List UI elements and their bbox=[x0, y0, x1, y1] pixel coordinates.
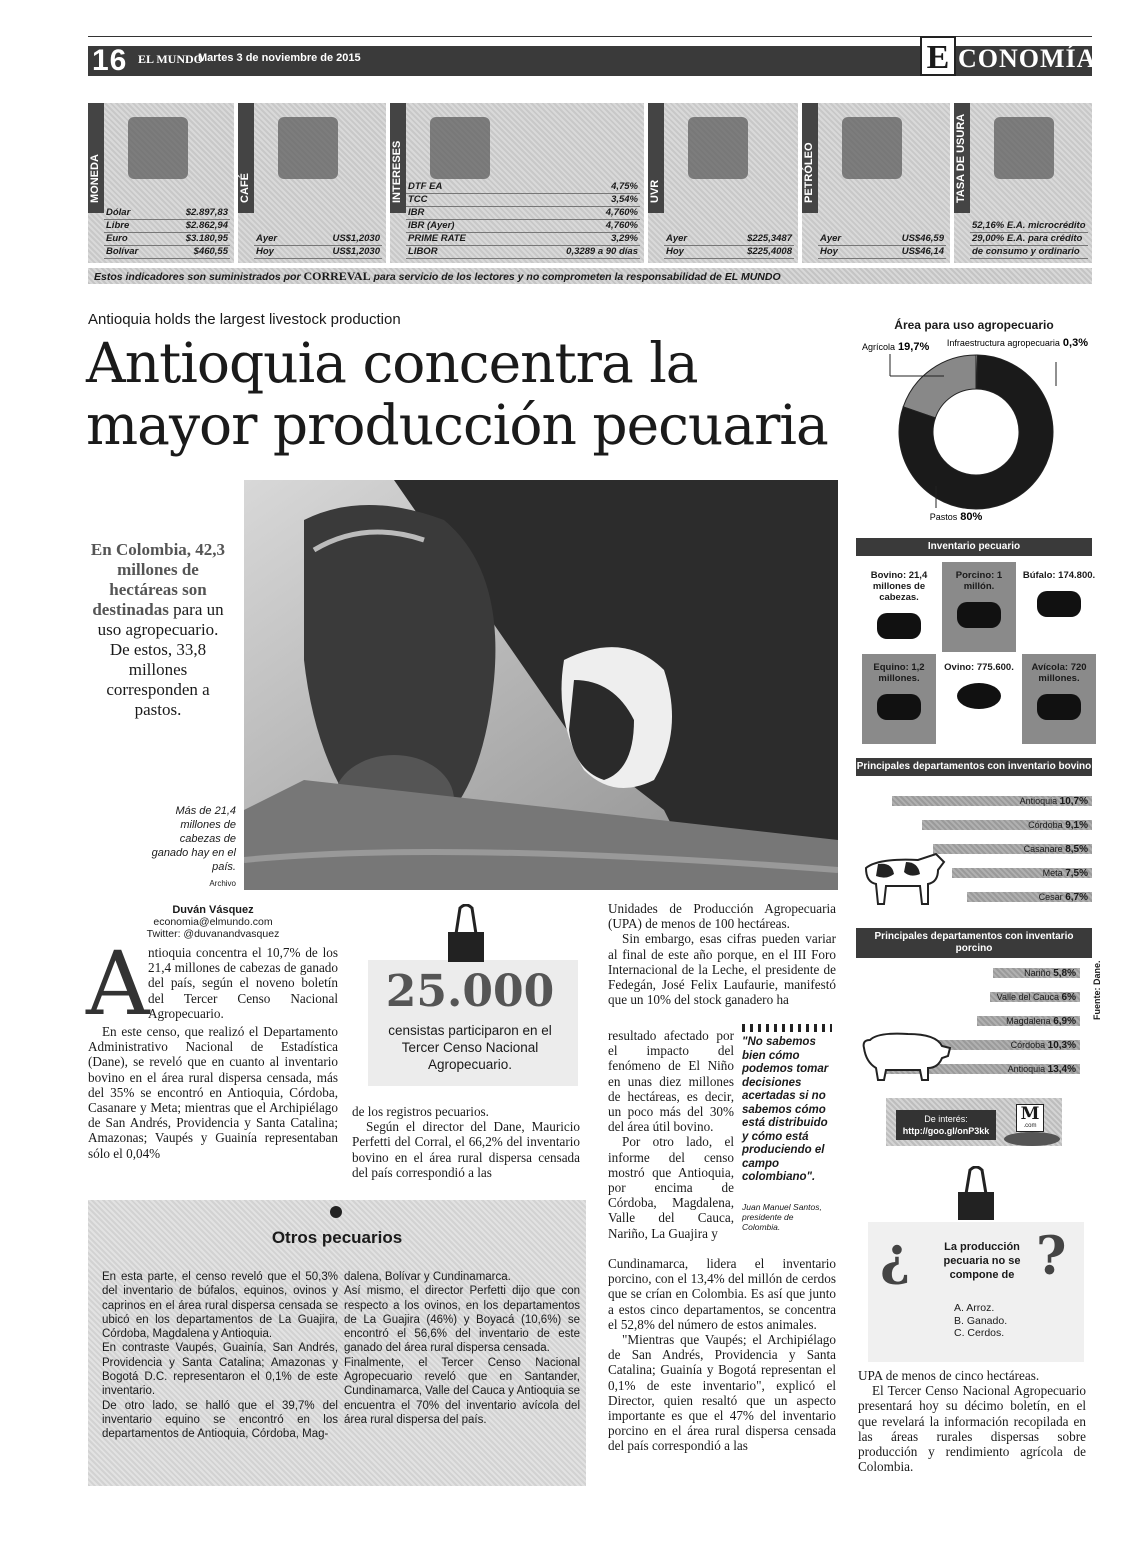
indicator-row-value: US$1,2030 bbox=[332, 246, 380, 257]
inventario-cell-label: Porcino: 1 millón. bbox=[955, 570, 1003, 592]
indicator-panel bbox=[802, 103, 950, 263]
interest-link-box[interactable] bbox=[896, 1110, 996, 1140]
bar bbox=[922, 820, 1092, 830]
indicator-icon bbox=[128, 117, 188, 179]
credits-after: para servicio de los lectores y no comprometen la responsabilidad de EL MUNDO bbox=[373, 271, 781, 283]
donut-label bbox=[930, 511, 983, 523]
bar-category: Antioquia bbox=[1007, 1064, 1046, 1074]
indicator-row bbox=[104, 220, 230, 233]
indicator-row-label: IBR bbox=[408, 207, 425, 218]
author-name: Duván Vásquez bbox=[172, 904, 254, 916]
bar bbox=[892, 796, 1092, 806]
indicator-row bbox=[104, 233, 230, 246]
indicator-row bbox=[664, 246, 794, 259]
bar-value: 10,7% bbox=[1059, 796, 1088, 807]
indicator-label: PETRÓLEO bbox=[803, 142, 815, 203]
page-number: 16 bbox=[92, 44, 128, 77]
inventario-cell-label: Bovino: 21,4 millones de cabezas. bbox=[870, 570, 928, 603]
paragraph: De otro lado, se halló que el 39,7% del inventario equino se encontró en los departamentos de Antioquia, Córdoba, Mag- bbox=[102, 1399, 338, 1441]
indicator-row-label: Hoy bbox=[256, 246, 274, 257]
inventario-cell bbox=[1022, 562, 1096, 652]
question-icon: ? bbox=[1036, 1226, 1067, 1287]
bar-category: Valle del Cauca bbox=[996, 992, 1060, 1002]
indicator-row bbox=[406, 207, 640, 220]
indicator-icon bbox=[430, 117, 490, 179]
indicator-label: CAFÉ bbox=[239, 173, 251, 203]
paragraph: En este censo, que realizó el Departamento Administrativo Nacional de Estadística (Dane), se reveló que en cuanto al inventario bovino en el área rural dispersa censada, más del 35% se encontró en Antioquia, Córdoba, Casanare y Meta; mientras que el Archipiélago de San Andrés, Providencia y Santa Catalina; Amazonas; Vaupés y Guainía representaban sólo el 0,04% bbox=[88, 1024, 338, 1161]
bar-value: 6,9% bbox=[1053, 1016, 1076, 1027]
indicator-row-label: Hoy bbox=[666, 246, 684, 257]
inventario-cell bbox=[862, 654, 936, 744]
indicator-rows bbox=[104, 207, 230, 259]
indicator-row-label: DTF EA bbox=[408, 181, 443, 192]
deck-rest: para un uso agropecuario. De estos, 33,8 millones corresponden a pastos. bbox=[97, 600, 224, 719]
indicator-row-label: Ayer bbox=[666, 233, 688, 244]
quiz-option: A. Arroz. bbox=[954, 1302, 995, 1314]
indicator-row-value: 4,760% bbox=[605, 207, 638, 218]
indicator-row-value: 4,760% bbox=[605, 220, 638, 231]
paragraph: resultado afectado por el impacto del fenómeno de El Niño en unas diez millones de hectáreas, es decir, un poco más del 30% del área útil bovino. bbox=[608, 1028, 734, 1135]
bar-category: Meta bbox=[1042, 868, 1063, 878]
cow-photo bbox=[244, 480, 838, 890]
porcino-title: Principales departamentos con inventario porcino bbox=[856, 928, 1092, 958]
indicator-row bbox=[406, 220, 640, 233]
headline: Antioquia concentra la mayor producción pecuaria bbox=[86, 331, 828, 457]
indicator-row-label: Ayer bbox=[256, 233, 278, 244]
donut-value: 0,3% bbox=[1062, 337, 1088, 349]
indicator-rows bbox=[664, 233, 794, 259]
hen-icon bbox=[1037, 694, 1081, 720]
elmundo-logo bbox=[1016, 1104, 1044, 1132]
indicator-row-label: TCC bbox=[408, 194, 428, 205]
inventario-title: Inventario pecuario bbox=[856, 538, 1092, 556]
bar bbox=[977, 1016, 1080, 1026]
inventario-cell-label: Equino: 1,2 millones. bbox=[873, 662, 925, 684]
indicator-row bbox=[818, 246, 946, 259]
bar bbox=[990, 992, 1080, 1002]
paragraph: Así mismo, el director Perfetti dijo que con respecto a los ovinos, en los departamentos de La Guajira (46%) y Boyacá (10,6%) se encontró el 56,6% del inventario de este ganado del área rural dispersa censada. bbox=[344, 1285, 580, 1355]
indicator-rows bbox=[818, 233, 946, 259]
interest-label: De interés: bbox=[924, 1114, 968, 1124]
indicator-side bbox=[648, 103, 664, 213]
bar-value: 9,1% bbox=[1065, 820, 1088, 831]
bar-category: Córdoba bbox=[1010, 1040, 1046, 1050]
author-twitter[interactable]: Twitter: @duvanandvasquez bbox=[146, 928, 280, 940]
indicator-row bbox=[406, 246, 640, 259]
bar bbox=[993, 968, 1080, 978]
donut-category: Agrícola bbox=[862, 342, 896, 352]
indicator-row-value: 0,3289 a 90 días bbox=[566, 246, 638, 257]
indicator-row-value: $3.180,95 bbox=[185, 233, 228, 244]
indicator-row bbox=[406, 233, 640, 246]
otros-title: Otros pecuarios bbox=[271, 1228, 403, 1247]
section-label bbox=[920, 36, 1097, 76]
body-col3-top bbox=[608, 901, 836, 1007]
indicator-row-label: IBR (Ayer) bbox=[408, 220, 455, 231]
buffalo-icon bbox=[1037, 591, 1081, 617]
indicator-row-label: Bolívar bbox=[106, 246, 139, 257]
indicator-row-label: Hoy bbox=[820, 246, 838, 257]
indicator-row-label: 52,16% E.A. microcrédito bbox=[972, 220, 1086, 231]
horse-icon bbox=[877, 694, 921, 720]
indicator-panel bbox=[390, 103, 644, 263]
credits-brand: CORREVAL bbox=[303, 269, 371, 283]
deck-bold: En Colombia, 42,3 millones de hectáreas son destinadas bbox=[90, 540, 226, 619]
indicator-row-value: $2.897,83 bbox=[185, 207, 228, 218]
inventario-cell bbox=[1022, 654, 1096, 744]
body-col4 bbox=[858, 1368, 1086, 1474]
paragraph: UPA de menos de cinco hectáreas. bbox=[858, 1368, 1040, 1383]
indicator-row bbox=[664, 233, 794, 246]
bar-category: Nariño bbox=[1024, 968, 1051, 978]
highlight-number: 25.000 bbox=[385, 966, 555, 1017]
indicator-row-label: de consumo y ordinario bbox=[972, 246, 1080, 257]
deck bbox=[88, 540, 228, 720]
paragraph: dalena, Bolívar y Cundinamarca. bbox=[344, 1271, 511, 1283]
quote-rule bbox=[742, 1024, 832, 1032]
indicator-rows bbox=[406, 181, 640, 259]
logo-letter: M bbox=[1020, 1104, 1040, 1124]
bar-category: Casanare bbox=[1023, 844, 1063, 854]
bar-value: 8,5% bbox=[1065, 844, 1088, 855]
quiz-option: B. Ganado. bbox=[954, 1314, 1008, 1327]
paragraph: Por otro lado, el informe del censo mostró que Antioquia, por encima de Córdoba, Magdalena, Valle del Cauca, Nariño, La Guajira y bbox=[608, 1134, 734, 1241]
indicator-row bbox=[104, 207, 230, 220]
paragraph: Cundinamarca, lidera el inventario porcino, con el 13,4% del millón de cerdos que se crían en Colombia. Es así que junto a estos cinco departamentos, se concentra el 52,8% del número de estos animales. bbox=[608, 1256, 836, 1332]
mouse-icon bbox=[1004, 1132, 1060, 1146]
section-initial: E bbox=[920, 36, 956, 76]
cow-icon bbox=[858, 848, 950, 906]
bar-value: 7,5% bbox=[1065, 868, 1088, 879]
highlight-text: censistas participaron en el Tercer Censo Nacional Agropecuario. bbox=[388, 1023, 552, 1072]
indicator-label: UVR bbox=[649, 179, 661, 203]
donut-slice bbox=[903, 355, 976, 418]
indicator-rows bbox=[970, 220, 1088, 259]
indicator-row bbox=[970, 246, 1088, 259]
paragraph: ntioquia concentra el 10,7% de los 21,4 millones de cabezas de ganado del país, según el noveno boletín del Tercer Censo Nacional Agropecuario. bbox=[148, 945, 338, 1021]
body-col3-narrow bbox=[608, 1028, 734, 1241]
quiz-options bbox=[954, 1302, 1007, 1340]
bar-value: 13,4% bbox=[1047, 1064, 1076, 1075]
indicator-label: MONEDA bbox=[89, 154, 101, 203]
indicator-panel bbox=[88, 103, 234, 263]
pig-icon bbox=[957, 602, 1001, 628]
indicator-row-label: PRIME RATE bbox=[408, 233, 466, 244]
section-name: CONOMÍA bbox=[958, 44, 1097, 73]
indicator-row-value: 4,75% bbox=[611, 181, 638, 192]
indicator-row bbox=[406, 194, 640, 207]
donut-category: Infraestructura agropecuaria bbox=[946, 338, 1060, 348]
indicator-row-label: LIBOR bbox=[408, 246, 438, 257]
indicator-row-value: $225,4008 bbox=[747, 246, 792, 257]
indicator-row bbox=[254, 246, 382, 259]
bar-category: Antioquia bbox=[1019, 796, 1058, 806]
otros-col-left bbox=[102, 1270, 338, 1442]
bar-value: 6% bbox=[1061, 992, 1076, 1003]
bar-category: Cesar bbox=[1038, 892, 1063, 902]
binder-clip-icon bbox=[956, 1166, 996, 1222]
donut-label bbox=[947, 337, 1088, 349]
bar-value: 10,3% bbox=[1047, 1040, 1076, 1051]
paper-name: EL MUNDO bbox=[138, 52, 204, 66]
indicator-icon bbox=[842, 117, 902, 179]
donut-category: Pastos bbox=[929, 512, 958, 522]
sheep-icon bbox=[957, 683, 1001, 709]
indicator-row-value: US$46,59 bbox=[901, 233, 944, 244]
indicator-panel bbox=[238, 103, 386, 263]
inventario-cell bbox=[942, 562, 1016, 652]
quiz-question: La producción pecuaria no se compone de bbox=[943, 1241, 1021, 1281]
bar-category: Córdoba bbox=[1028, 820, 1063, 830]
issue-date: Martes 3 de noviembre de 2015 bbox=[198, 52, 361, 64]
source-note: Fuente: Dane. bbox=[1092, 960, 1102, 1020]
indicator-label: INTERESES bbox=[391, 140, 403, 203]
inventario-cell-label: Búfalo: 174.800. bbox=[1022, 570, 1096, 581]
indicator-side bbox=[88, 103, 104, 213]
body-col1 bbox=[88, 1024, 338, 1161]
inventario-cell-label: Avícola: 720 millones. bbox=[1031, 662, 1087, 684]
donut-value: 19,7% bbox=[898, 341, 930, 353]
cow-icon bbox=[877, 613, 921, 639]
indicator-panel bbox=[954, 103, 1092, 263]
indicator-side bbox=[390, 103, 406, 213]
indicator-row-label: 29,00% E.A. para crédito bbox=[972, 233, 1083, 244]
indicator-row-value: US$46,14 bbox=[901, 246, 944, 257]
indicator-row-label: Dólar bbox=[106, 207, 131, 218]
donut-title: Área para uso agropecuario bbox=[894, 318, 1054, 332]
paragraph: En contraste Vaupés, Guainía, San Andrés, Providencia y Santa Catalina; Amazonas y Bogotá D.C. representaron el 0,1% de este inventario. bbox=[102, 1342, 338, 1398]
logo-sub: .com bbox=[1023, 1123, 1037, 1129]
indicator-label: TASA DE USURA bbox=[955, 113, 967, 203]
indicator-row-label: Euro bbox=[106, 233, 128, 244]
indicator-row bbox=[818, 233, 946, 246]
body-col3-bottom bbox=[608, 1256, 836, 1454]
photo-credit: Archivo bbox=[209, 879, 236, 888]
paragraph: Según el director del Dane, Mauricio Perfetti del Corral, el 66,2% del inventario bovino en el área rural dispersa censada del país correspondió a las bbox=[352, 1119, 580, 1180]
indicator-row-value: 3,54% bbox=[611, 194, 638, 205]
indicator-icon bbox=[688, 117, 748, 179]
indicator-row-value: $460,55 bbox=[193, 246, 228, 257]
body-col2 bbox=[352, 1104, 580, 1180]
indicator-row bbox=[254, 233, 382, 246]
author-email[interactable]: economia@elmundo.com bbox=[153, 916, 273, 928]
inventario-cell-label: Ovino: 775.600. bbox=[944, 662, 1014, 673]
cow-and-calf-illustration bbox=[244, 480, 838, 890]
indicator-row bbox=[104, 246, 230, 259]
indicator-side bbox=[954, 103, 970, 213]
indicator-row-value: 3,29% bbox=[611, 233, 638, 244]
bar-value: 5,8% bbox=[1053, 968, 1076, 979]
paragraph: Finalmente, el Tercer Censo Nacional Agropecuario reveló que en Santander, Cundinamarca, Valle del Cauca y Antioquia se encuentra el 70% del inventario avícola del área rural dispersa del país. bbox=[344, 1356, 580, 1426]
indicator-panel bbox=[648, 103, 798, 263]
donut-label bbox=[862, 341, 929, 353]
indicator-row-value: $2.862,94 bbox=[185, 220, 228, 231]
pig-icon bbox=[858, 1026, 954, 1082]
photo-caption: Más de 21,4 millones de cabezas de ganado hay en el país. bbox=[151, 805, 236, 873]
interest-url[interactable]: http://goo.gl/onP3kk bbox=[902, 1126, 990, 1136]
indicator-row-label: Libre bbox=[106, 220, 130, 231]
otros-col-right bbox=[344, 1270, 580, 1427]
inventario-cell bbox=[862, 562, 936, 652]
bovino-title: Principales departamentos con inventario bovino bbox=[856, 758, 1092, 776]
indicator-icon bbox=[278, 117, 338, 179]
indicator-credits bbox=[88, 268, 1092, 284]
binder-clip-icon bbox=[446, 904, 486, 964]
bar-value: 6,7% bbox=[1065, 892, 1088, 903]
bar bbox=[933, 844, 1092, 854]
inventario-cell bbox=[942, 654, 1016, 744]
indicator-row bbox=[970, 233, 1088, 246]
pull-quote: "No sabemos bien cómo podemos tomar decisiones acertadas si no sabemos cómo está distribuido y cómo está produciendo el campo colombiano". bbox=[742, 1036, 829, 1183]
indicator-side bbox=[802, 103, 818, 213]
inverted-question-icon: ¿ bbox=[880, 1226, 911, 1287]
bar bbox=[967, 892, 1092, 902]
quote-author: Juan Manuel Santos, presidente de Colombia. bbox=[742, 1202, 822, 1232]
bar-category: Magdalena bbox=[1006, 1016, 1051, 1026]
indicator-row-value: $225,3487 bbox=[747, 233, 792, 244]
paragraph: El Tercer Censo Nacional Agropecuario presentará hoy su décimo boletín, en el que revelará la información recopilada en las áreas rurales dispersas sobre producción y rendimiento agrícola de Colombia. bbox=[858, 1383, 1086, 1475]
indicator-row-value: US$1,2030 bbox=[332, 233, 380, 244]
indicator-side bbox=[238, 103, 254, 213]
paragraph: Unidades de Producción Agropecuaria (UPA) de menos de 100 hectáreas. bbox=[608, 901, 836, 932]
bar bbox=[952, 868, 1092, 878]
indicator-row bbox=[406, 181, 640, 194]
quiz-option: C. Cerdos. bbox=[954, 1327, 1005, 1339]
body-col1-top bbox=[148, 945, 338, 1021]
paragraph: En esta parte, el censo reveló que el 50,3% del inventario de búfalos, equinos, ovinos y caprinos en el área rural dispersa censada se ubicó en los departamentos de La Guajira, Córdoba, Magdalena y Antioquia. bbox=[102, 1271, 338, 1341]
indicator-row-label: Ayer bbox=[820, 233, 842, 244]
indicator-row bbox=[970, 220, 1088, 233]
paragraph: Sin embargo, esas cifras pueden variar al final de este año porque, en el III Foro Internacional de la Leche, el presidente de Fedegán, José Felix Laufaurie, manifestó que un 10% del stock ganadero ha bbox=[608, 931, 836, 1008]
drop-cap: A bbox=[86, 932, 150, 1035]
paragraph: "Mientras que Vaupés; el Archipiélago de San Andrés, Providencia y Santa Catalina; Guainía y Bogotá representan el 0,1% de este inventario", explicó el Director, quien resaltó que un aspecto importante es que el 47% del inventario porcino en el área rural dispersa censada del país correspondió a las bbox=[608, 1332, 836, 1454]
paragraph: de los registros pecuarios. bbox=[352, 1104, 489, 1119]
donut-value: 80% bbox=[960, 511, 983, 523]
credits-before: Estos indicadores son suministrados por bbox=[94, 271, 301, 283]
donut-chart bbox=[856, 336, 1092, 526]
indicator-rows bbox=[254, 233, 382, 259]
indicator-icon bbox=[994, 117, 1054, 179]
pin-icon bbox=[330, 1206, 342, 1218]
kicker: Antioquia holds the largest livestock production bbox=[88, 311, 401, 328]
